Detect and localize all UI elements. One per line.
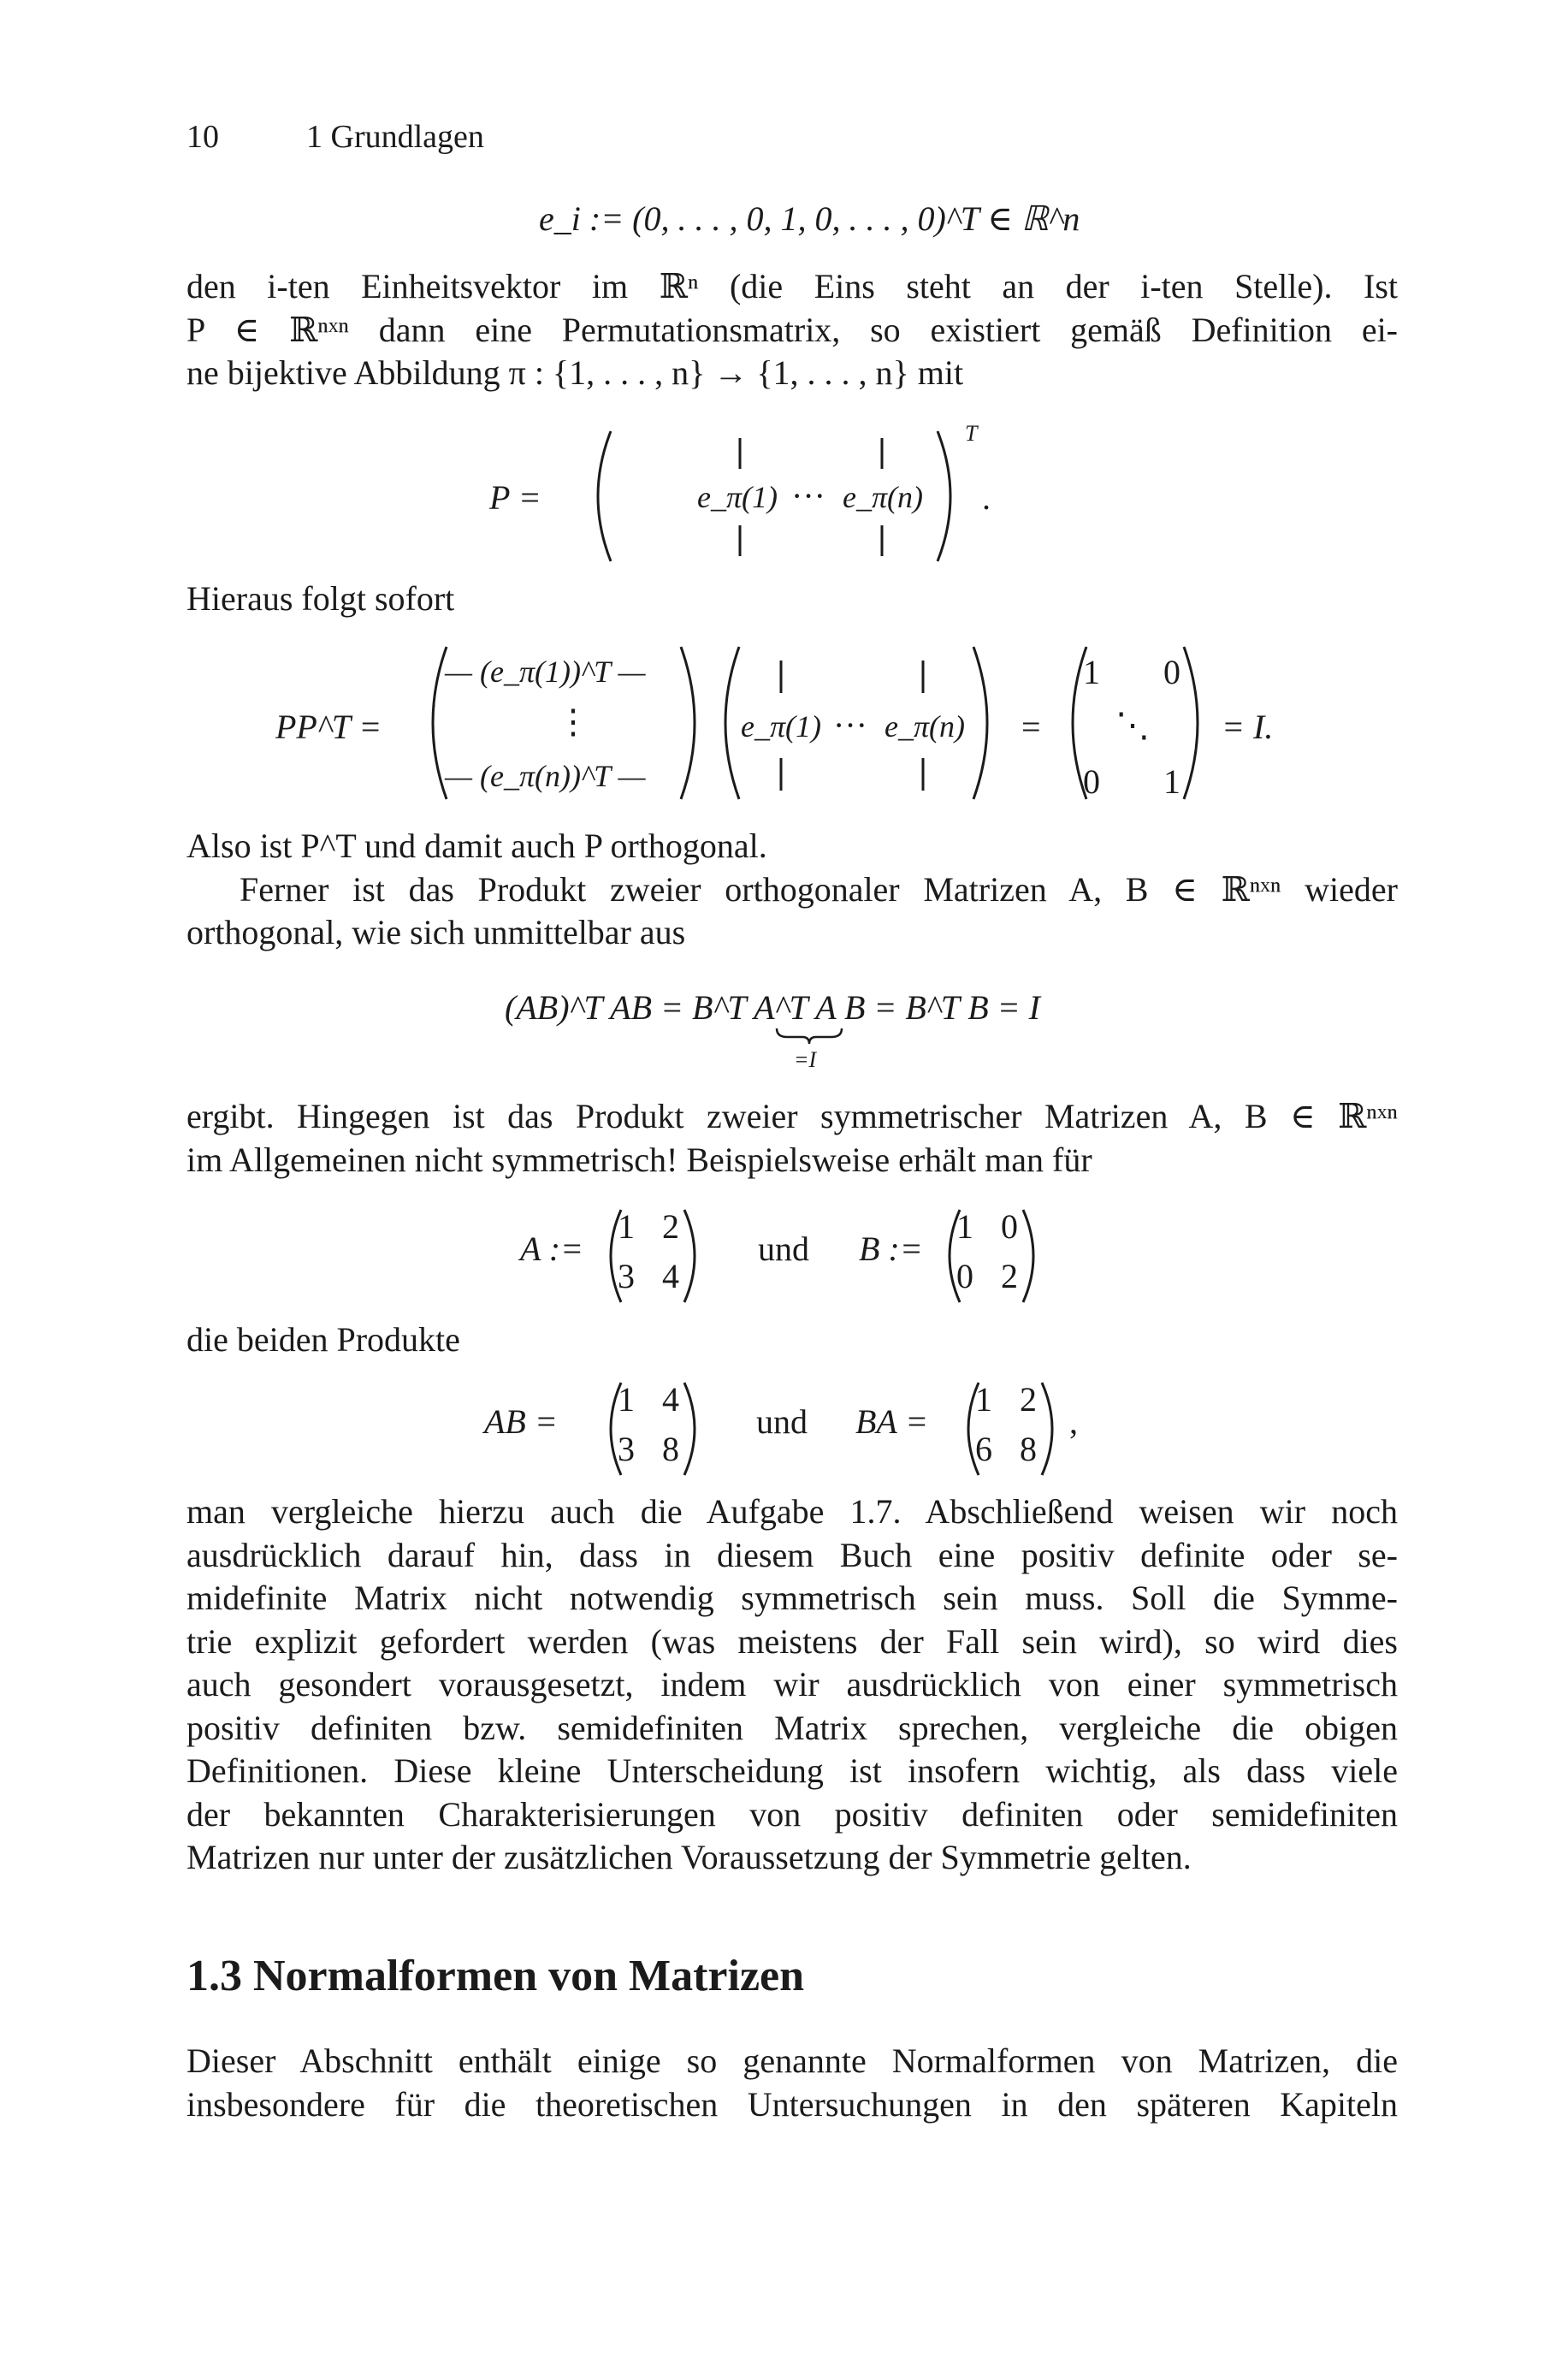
eq-PPT-eq: = xyxy=(1021,708,1041,746)
eq-P-transpose: T xyxy=(965,421,978,446)
paragraph-orthogonal xyxy=(186,825,1398,955)
column-bar xyxy=(920,661,926,693)
eq-BA-label: BA = xyxy=(855,1402,929,1441)
matrix-A-22: 4 xyxy=(662,1257,679,1295)
matrix-AB-21: 3 xyxy=(618,1430,635,1468)
paragraph-line: der bekannten Charakterisierungen von positiv definiten oder semidefiniten xyxy=(186,1794,1398,1834)
paragraph-line: Ferner ist das Produkt zweier orthogonaler Matrizen A, B ∈ ℝⁿˣⁿ wieder xyxy=(240,869,1398,909)
paragraph-line: man vergleiche hierzu auch die Aufgabe 1.7. Abschließend weisen wir noch xyxy=(186,1492,1398,1531)
paragraph-line: orthogonal, wie sich unmittelbar aus xyxy=(186,913,686,951)
matrix-A-12: 2 xyxy=(662,1207,679,1246)
matrix-B-21: 0 xyxy=(956,1257,973,1295)
eq-PPT-row1: — (e_π(1))^T — xyxy=(445,655,646,689)
paragraph-line: Matrizen nur unter der zusätzlichen Voraussetzung der Symmetrie gelten. xyxy=(186,1838,1192,1876)
matrix-B-12: 0 xyxy=(1001,1207,1018,1246)
eq-PPT-vdots: ⋮ xyxy=(556,702,590,741)
column-bar xyxy=(920,758,926,791)
eq-P-lhs: P = xyxy=(489,478,541,517)
eq-PPT-col2: e_π(n) xyxy=(885,709,965,744)
paragraph-line: Also ist P^T und damit auch P orthogonal. xyxy=(186,827,767,865)
column-bar xyxy=(737,525,743,556)
eq-PPT-id11: 1 xyxy=(1083,653,1100,691)
paragraph-permutation xyxy=(186,265,1398,395)
column-bar xyxy=(778,661,784,693)
eq-PPT-id21: 0 xyxy=(1083,762,1100,801)
paragraph-line: trie explizit gefordert werden (was meistens der Fall sein wird), so wird dies xyxy=(186,1621,1398,1661)
left-paren xyxy=(710,643,744,803)
eq-PPT-col1: e_π(1) xyxy=(741,709,821,744)
left-paren xyxy=(582,428,616,565)
section-heading: 1.3 Normalformen von Matrizen xyxy=(186,1952,805,2000)
eq-PPT-id12: 0 xyxy=(1163,653,1180,691)
right-paren xyxy=(968,643,1003,803)
matrix-AB-12: 4 xyxy=(662,1380,679,1419)
right-paren xyxy=(1179,643,1213,803)
paragraph-line: ausdrücklich darauf hin, dass in diesem Buch eine positiv definite oder se- xyxy=(186,1535,1398,1574)
column-bar xyxy=(737,438,743,469)
page-number: 10 xyxy=(186,119,219,155)
right-paren xyxy=(681,1206,707,1306)
eq-P-col2: e_π(n) xyxy=(843,480,923,514)
matrix-A-21: 3 xyxy=(618,1257,635,1295)
matrix-B-22: 2 xyxy=(1001,1257,1018,1295)
eq-P-dots: ··· xyxy=(791,477,825,515)
equation-unit-vector: e_i := (0, . . . , 0, 1, 0, . . . , 0)^T ∈ ℝ^n xyxy=(539,199,1080,238)
paragraph-symmetric xyxy=(186,1095,1398,1182)
paragraph-definite xyxy=(186,1490,1398,1880)
eq-PPT-dots: ··· xyxy=(833,706,867,744)
paragraph-line: Dieser Abschnitt enthält einige so genannte Normalformen von Matrizen, die xyxy=(186,2041,1398,2080)
matrix-AB-11: 1 xyxy=(618,1380,635,1419)
text-hieraus: Hieraus folgt sofort xyxy=(186,579,455,618)
right-paren xyxy=(932,428,967,565)
eq-und: und xyxy=(756,1402,808,1441)
paragraph-line: auch gesondert vorausgesetzt, indem wir ausdrücklich von einer symmetrisch xyxy=(186,1665,1398,1703)
text-die-beiden: die beiden Produkte xyxy=(186,1320,460,1359)
right-paren xyxy=(1020,1206,1045,1306)
eq-products-trail: , xyxy=(1069,1402,1078,1441)
paragraph-line: midefinite Matrix nicht notwendig symmetrisch sein muss. Soll die Symme- xyxy=(186,1579,1398,1617)
column-bar xyxy=(778,758,784,791)
right-paren xyxy=(1038,1379,1064,1478)
paragraph-line: P ∈ ℝⁿˣⁿ dann eine Permutationsmatrix, so existiert gemäß Definition ei- xyxy=(186,310,1398,349)
eq-PPT-row2: — (e_π(n))^T — xyxy=(445,759,646,793)
column-bar xyxy=(879,525,885,556)
eq-und: und xyxy=(758,1229,809,1268)
matrix-A-11: 1 xyxy=(618,1207,635,1246)
eq-PPT-rhs: = I. xyxy=(1222,708,1274,746)
paragraph-line: ergibt. Hingegen ist das Produkt zweier symmetrischer Matrizen A, B ∈ ℝⁿˣⁿ xyxy=(186,1097,1398,1135)
paragraph-line: positiv definiten bzw. semidefiniten Matrix sprechen, vergleiche die obigen xyxy=(186,1708,1398,1747)
paragraph-line: Definitionen. Diese kleine Unterscheidung ist insofern wichtig, als dass viele xyxy=(186,1751,1398,1790)
eq-AB-label: AB = xyxy=(484,1402,558,1441)
matrix-BA-12: 2 xyxy=(1020,1380,1037,1419)
paragraph-normal-forms xyxy=(186,2040,1398,2126)
eq-B-label: B := xyxy=(859,1229,923,1268)
paragraph-line: ne bijektive Abbildung π : {1, . . . , n} → {1, . . . , n} mit xyxy=(186,353,964,392)
eq-AB-text: (AB)^T AB = B^T A^T A B = B^T B = I xyxy=(505,988,1040,1027)
matrix-B-11: 1 xyxy=(956,1207,973,1246)
right-paren xyxy=(676,643,710,803)
running-header-chapter: 1 Grundlagen xyxy=(306,119,484,155)
matrix-BA-11: 1 xyxy=(975,1380,992,1419)
eq-P-trail: . xyxy=(982,478,991,517)
eq-AB-underbrace-label: =I xyxy=(794,1047,817,1072)
column-bar xyxy=(879,438,885,469)
paragraph-line: den i-ten Einheitsvektor im ℝⁿ (die Eins steht an der i-ten Stelle). Ist xyxy=(186,267,1398,305)
eq-P-col1: e_π(1) xyxy=(697,480,778,514)
eq-PPT-id22: 1 xyxy=(1163,762,1180,801)
paragraph-line: im Allgemeinen nicht symmetrisch! Beispielsweise erhält man für xyxy=(186,1140,1092,1179)
right-paren xyxy=(681,1379,707,1478)
paragraph-line: insbesondere für die theoretischen Untersuchungen in den späteren Kapiteln xyxy=(186,2084,1398,2124)
underbrace xyxy=(775,1027,843,1046)
matrix-BA-21: 6 xyxy=(975,1430,992,1468)
eq-PPT-ddots: ⋱ xyxy=(1115,706,1150,744)
eq-PPT-lhs: PP^T = xyxy=(275,708,382,746)
matrix-BA-22: 8 xyxy=(1020,1430,1037,1468)
matrix-AB-22: 8 xyxy=(662,1430,679,1468)
eq-A-label: A := xyxy=(520,1229,584,1268)
